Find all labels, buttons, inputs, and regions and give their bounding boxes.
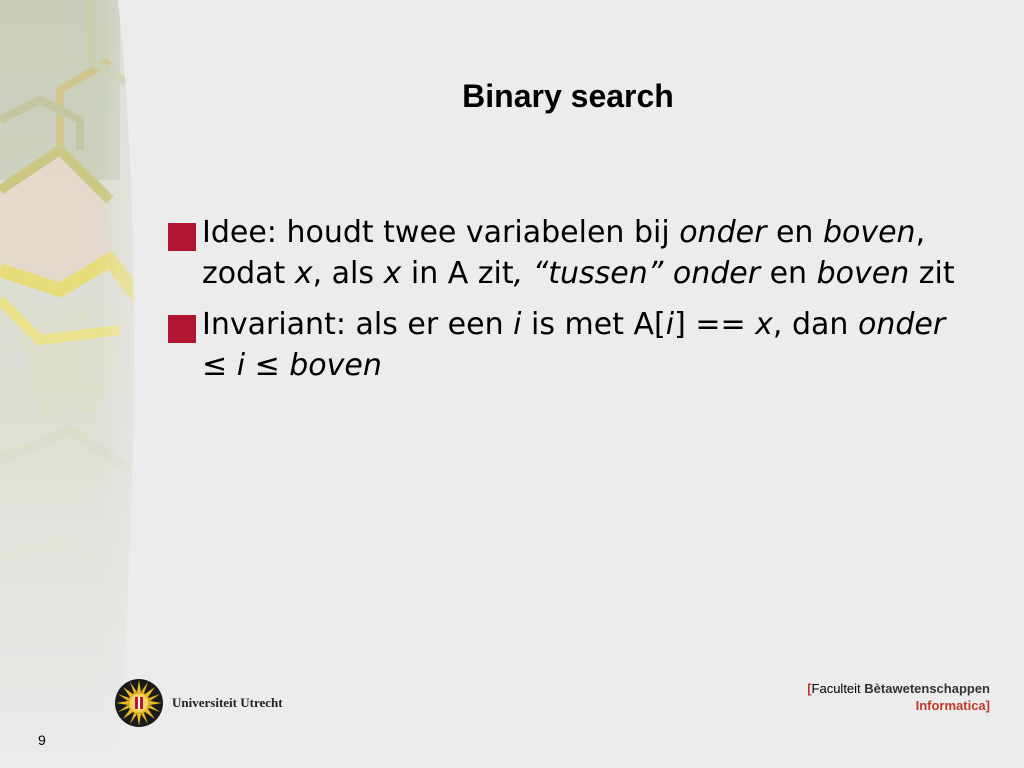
department-line: Informatica] — [915, 698, 990, 713]
faculty-line: [Faculteit Bètawetenschappen — [807, 681, 990, 696]
decorative-sidebar-image — [0, 0, 160, 768]
university-logo — [114, 678, 283, 728]
bullet-marker-icon — [168, 223, 196, 251]
bullet-item-invariant: Invariant: als er een i is met A[i] == x, dan onder ≤ i ≤ boven — [168, 304, 978, 386]
bullet-marker-icon — [168, 315, 196, 343]
page-number: 9 — [38, 732, 46, 748]
faculty-logo — [807, 680, 990, 714]
slide-title: Binary search — [462, 78, 674, 114]
sun-seal-icon — [114, 678, 164, 728]
decorative-honeycomb-pattern — [0, 0, 160, 768]
bullet-item-idea: Idee: houdt twee variabelen bij onder en boven, zodat x, als x in A zit, “tussen” onder en boven zit — [168, 212, 978, 294]
bullet-list — [168, 212, 978, 396]
university-name: Universiteit Utrecht — [172, 695, 283, 710]
